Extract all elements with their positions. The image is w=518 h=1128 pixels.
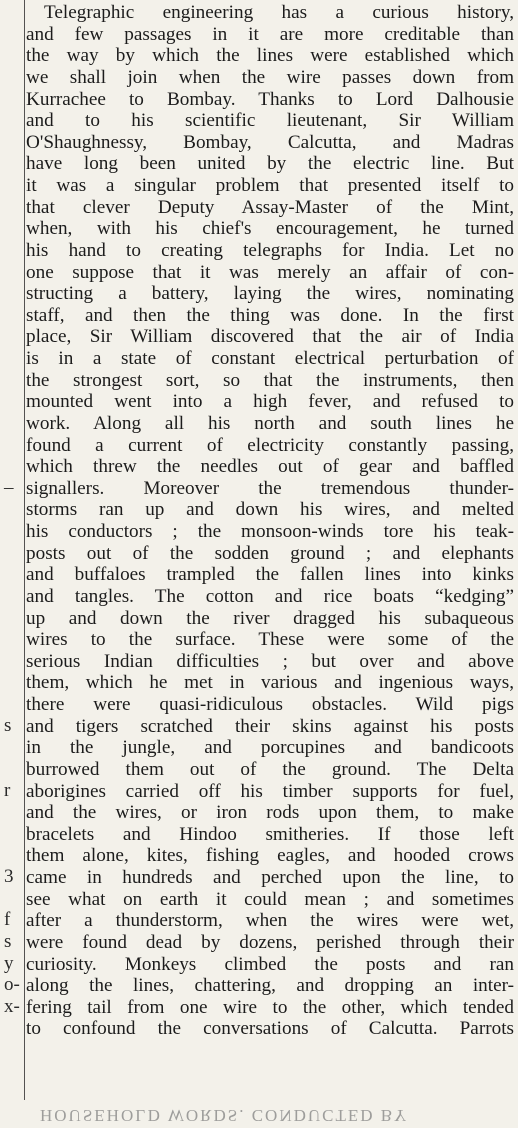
- article-line: place, Sir William discovered that the air of India: [26, 326, 514, 348]
- article-line: when, with his chief's encouragement, he turned: [26, 218, 514, 240]
- margin-fragment: y: [4, 952, 14, 974]
- article-line: we shall join when the wire passes down from: [26, 66, 514, 88]
- adjacent-column-fragments: [0, 0, 20, 1100]
- article-line: serious Indian difficulties ; but over and above: [26, 650, 514, 672]
- article-line: were found dead by dozens, perished through their: [26, 931, 514, 953]
- article-line: Telegraphic engineering has a curious history,: [44, 2, 514, 23]
- article-line: signallers. Moreover the tremendous thunder-: [26, 477, 514, 499]
- article-line: and few passages in it are more creditable than: [26, 23, 514, 45]
- article-line: curiosity. Monkeys climbed the posts and ran: [26, 953, 514, 975]
- margin-fragment: 3: [4, 866, 14, 888]
- article-line: found a current of electricity constantly passing,: [26, 434, 514, 456]
- article-line: staff, and then the thing was done. In the first: [26, 304, 514, 326]
- article-line: aborigines carried off his timber supports for fuel,: [26, 780, 514, 802]
- margin-fragment: o-: [4, 974, 20, 996]
- article-line: the way by which the lines were established which: [26, 45, 514, 67]
- margin-fragment: s: [4, 714, 12, 736]
- article-line: after a thunderstorm, when the wires were wet,: [26, 910, 514, 932]
- article-line: have long been united by the electric line. But: [26, 153, 514, 175]
- article-line: his hand to creating telegraphs for India. Let no: [26, 239, 514, 261]
- article-line: and to his scientific lieutenant, Sir William: [26, 110, 514, 132]
- article-line: bracelets and Hindoo smitheries. If those left: [26, 823, 514, 845]
- article-line: and tigers scratched their skins against his posts: [26, 715, 514, 737]
- article-column: [26, 2, 514, 1040]
- article-line: up and down the river dragged his subaqueous: [26, 607, 514, 629]
- article-line: came in hundreds and perched upon the line, to: [26, 867, 514, 888]
- article-line: one suppose that it was merely an affair of con-: [26, 261, 514, 283]
- article-line: his conductors ; the monsoon-winds tore his teak-: [26, 521, 514, 542]
- column-rule: [24, 0, 25, 1100]
- article-line: Kurrachee to Bombay. Thanks to Lord Dalhousie: [26, 88, 514, 110]
- article-line: posts out of the sodden ground ; and elephants: [26, 542, 514, 564]
- article-line: wires to the surface. These were some of the: [26, 629, 514, 651]
- article-line: storms ran up and down his wires, and melted: [26, 499, 514, 521]
- article-line: O'Shaughnessy, Bombay, Calcutta, and Madras: [26, 131, 514, 153]
- article-line: and the wires, or iron rods upon them, to make: [26, 802, 514, 824]
- article-line: and buffaloes trampled the fallen lines into kinks: [26, 564, 514, 586]
- article-line: fering tail from one wire to the other, which tended: [26, 996, 514, 1018]
- margin-fragment: x-: [4, 995, 20, 1017]
- article-line: work. Along all his north and south lines he: [26, 412, 514, 434]
- bleed-through-header: HOUSEHOLD WORDS. CONDUCTED BY: [40, 1106, 409, 1125]
- article-line: in the jungle, and porcupines and bandicoots: [26, 737, 514, 759]
- article-line: mounted went into a high fever, and refused to: [26, 391, 514, 413]
- margin-fragment: –: [4, 476, 14, 498]
- margin-fragment: s: [4, 931, 12, 953]
- article-line: it was a singular problem that presented itself to: [26, 175, 514, 196]
- article-line: and tangles. The cotton and rice boats “kedging”: [26, 585, 514, 607]
- article-line: structing a battery, laying the wires, nominating: [26, 283, 514, 305]
- article-line: which threw the needles out of gear and baffled: [26, 456, 514, 478]
- article-line: is in a state of constant electrical perturbation of: [26, 348, 514, 369]
- article-line: see what on earth it could mean ; and sometimes: [26, 888, 514, 910]
- article-line: along the lines, chattering, and dropping an inter-: [26, 975, 514, 997]
- article-line: that clever Deputy Assay-Master of the Mint,: [26, 196, 514, 218]
- margin-fragment: r: [4, 779, 11, 801]
- article-line: to confound the conversations of Calcutta. Parrots: [26, 1018, 514, 1040]
- article-line: the strongest sort, so that the instruments, then: [26, 369, 514, 391]
- article-line: them alone, kites, fishing eagles, and hooded crows: [26, 845, 514, 867]
- article-line: burrowed them out of the ground. The Delta: [26, 758, 514, 780]
- article-line: them, which he met in various and ingenious ways,: [26, 672, 514, 694]
- margin-fragment: f: [4, 909, 11, 931]
- article-line: there were quasi-ridiculous obstacles. Wild pigs: [26, 694, 514, 715]
